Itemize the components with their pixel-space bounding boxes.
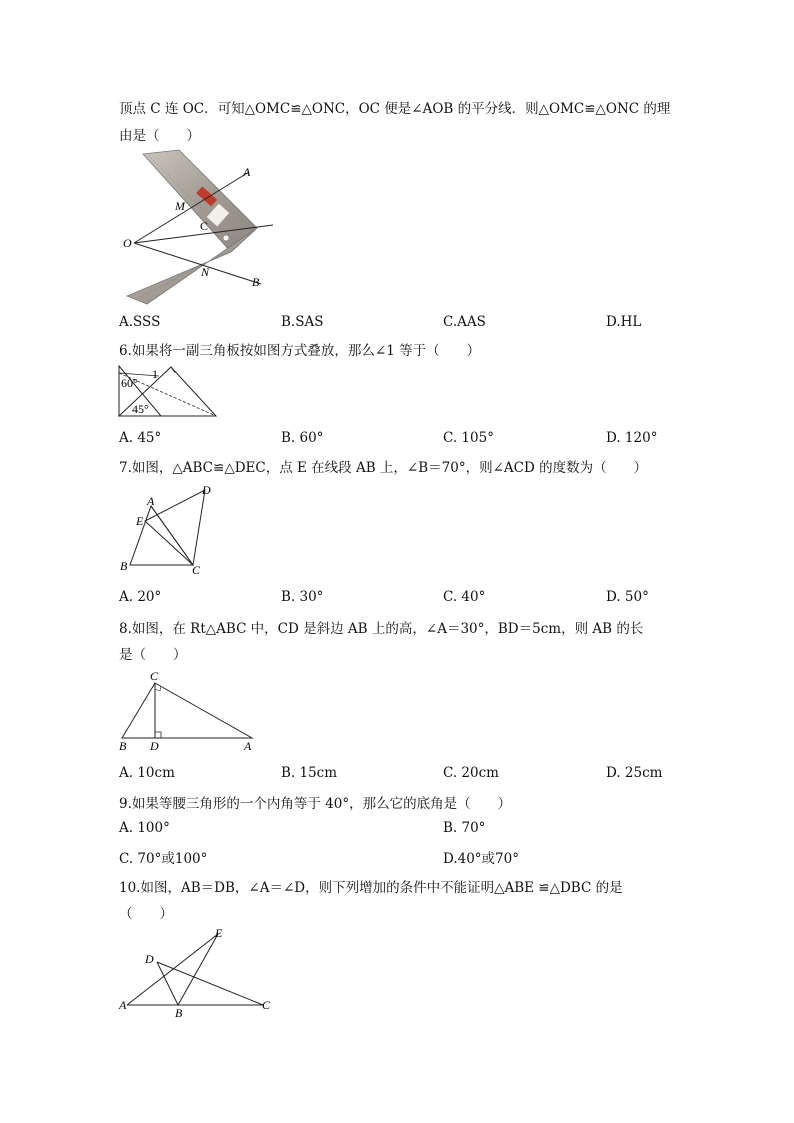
q8-option-c: C. 20cm	[443, 765, 499, 781]
q8-stem-line2: 是（ ）	[119, 647, 187, 663]
q7-label-C: C	[192, 563, 201, 577]
q6-option-d: D. 120°	[606, 430, 658, 446]
q7-label-D: D	[202, 483, 211, 497]
q6-option-b: B. 60°	[281, 430, 324, 446]
q9-option-a: A. 100°	[119, 820, 170, 836]
q5-option-c: C.AAS	[443, 314, 486, 330]
q8-option-b: B. 15cm	[281, 765, 338, 781]
q6-angle-1: 1	[152, 367, 158, 381]
label-C: C	[200, 219, 209, 233]
q7-label-A: A	[147, 494, 155, 508]
label-N: N	[201, 265, 210, 279]
q8-label-C: C	[150, 669, 159, 683]
label-B: B	[252, 275, 260, 289]
q7-option-c: C. 40°	[443, 589, 486, 605]
ray-OB	[134, 243, 261, 284]
q10-label-E: E	[215, 926, 223, 940]
q8-option-d: D. 25cm	[606, 765, 663, 781]
label-M: M	[175, 199, 185, 213]
q8-label-A: A	[244, 739, 252, 753]
q8-label-B: B	[119, 739, 127, 753]
q8-right-triangle-figure	[115, 666, 265, 756]
q6-option-a: A. 45°	[119, 430, 162, 446]
square-ruler-arm-upper	[143, 150, 257, 252]
q6-stem: 6.如果将一副三角板按如图方式叠放，那么∠1 等于（ ）	[119, 343, 481, 359]
q5-ruler-figure	[119, 148, 289, 308]
q10-label-B: B	[175, 1006, 183, 1020]
q6-triangle-set-figure	[115, 363, 225, 421]
q10-label-A: A	[119, 998, 127, 1012]
q7-congruent-triangles-figure	[115, 480, 225, 580]
q10-label-D: D	[145, 952, 154, 966]
q8-label-D: D	[150, 739, 159, 753]
q6-angle-60: 60°	[121, 376, 138, 390]
q7-option-d: D. 50°	[606, 589, 649, 605]
q7-option-a: A. 20°	[119, 589, 162, 605]
q8-option-a: A. 10cm	[119, 765, 175, 781]
q9-stem: 9.如果等腰三角形的一个内角等于 40°，那么它的底角是（ ）	[119, 796, 512, 812]
q9-option-b: B. 70°	[443, 820, 486, 836]
q10-label-C: C	[262, 998, 271, 1012]
q9-option-c: C. 70°或100°	[119, 851, 208, 867]
q5-option-d: D.HL	[606, 314, 642, 330]
q5-option-a: A.SSS	[119, 314, 161, 330]
q7-label-E: E	[136, 514, 144, 528]
q10-triangles-figure	[115, 925, 280, 1020]
q5-stem-line1: 顶点 C 连 OC．可知△OMC≌△ONC，OC 便是∠AOB 的平分线．则△OMC≌△ONC 的理	[119, 101, 671, 117]
q9-option-d: D.40°或70°	[443, 851, 519, 867]
q6-angle-45: 45°	[132, 402, 149, 416]
q8-stem-line1: 8.如图，在 Rt△ABC 中，CD 是斜边 AB 上的高，∠A＝30°，BD＝5cm，则 AB 的长	[119, 621, 644, 637]
label-O: O	[123, 236, 132, 250]
q10-stem-line2: （ ）	[119, 906, 173, 922]
q5-stem-line2: 由是（ ）	[119, 128, 200, 144]
label-A: A	[243, 165, 251, 179]
q7-label-B: B	[120, 559, 128, 573]
q6-option-c: C. 105°	[443, 430, 494, 446]
q7-option-b: B. 30°	[281, 589, 324, 605]
q5-option-b: B.SAS	[281, 314, 324, 330]
q10-stem-line1: 10.如图，AB＝DB，∠A＝∠D，则下列增加的条件中不能证明△ABE ≌△DBC 的是	[119, 880, 623, 896]
q7-stem: 7.如图，△ABC≌△DEC，点 E 在线段 AB 上，∠B＝70°，则∠ACD 的度数为（ ）	[119, 460, 648, 476]
